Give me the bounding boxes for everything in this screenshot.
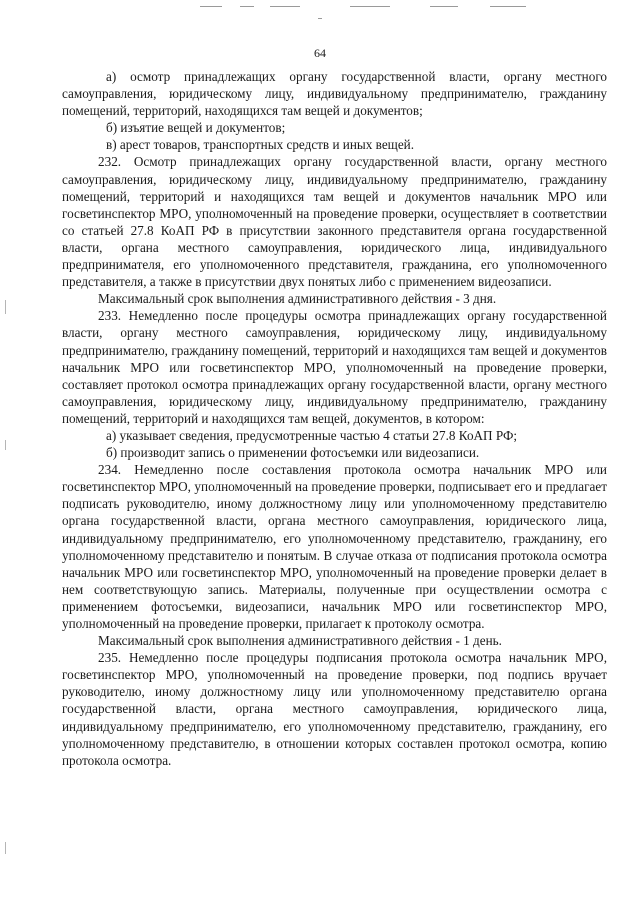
paragraph: Максимальный срок выполнения административного действия - 3 дня. [98, 291, 497, 307]
scan-artifact-dot [318, 18, 322, 19]
paragraph: 234. Немедленно после составления протокола осмотра начальник МРО или госветинспектор МРО, уполномоченный на проведение проверки, подписывает его и предлагает подписать руководителю, иному должностному лицу или уполномоченному представителю органа государственной власти, органа местного самоуправления, юридического лица, индивидуальному предпринимателю, его уполномоченному представителю, гражданину, его уполномоченному представителю и понятым. В случае отказа от подписания протокола осмотра начальник МРО или госветинспектор МРО, уполномоченный на проведение проверки делает в нем соответствующую запись. Материалы, полученные при осуществлении осмотра с применением фотосъемки, видеозаписи, начальник МРО или госветинспектор МРО, уполномоченный на проведение проверки, прилагает к протоколу осмотра. [62, 462, 607, 631]
paragraph: 232. Осмотр принадлежащих органу государственной власти, органу местного самоуправления, юридическому лицу, индивидуальному предпринимателю, гражданину помещений, территорий и находящихся там вещей и документов начальник МРО или госветинспектор МРО, уполномоченный на проведение проверки, осуществляет в соответствии со статьей 27.8 КоАП РФ в присутствии законного представителя органа государственной власти, органа местного самоуправления, юридического лица, индивидуального предпринимателя, его уполномоченного представителя, гражданина, его уполномоченного представителя, а также в присутствии двух понятых либо с применением видеозаписи. [62, 154, 607, 290]
paragraph: б) изъятие вещей и документов; [106, 120, 286, 136]
paragraph: 233. Немедленно после процедуры осмотра принадлежащих органу государственной власти, органу местного самоуправления, юридическому лицу, индивидуальному предпринимателю, гражданину помещений, территорий и находящихся там вещей и документов начальник МРО или госветинспектор МРО, уполномоченный на проведение проверки, составляет протокол осмотра принадлежащих органу государственной власти, органу местного самоуправления, юридическому лицу, индивидуальному предпринимателю, гражданину помещений, территорий и находящихся там вещей, документов, в котором: [62, 308, 607, 426]
paragraph: б) производит запись о применении фотосъемки или видеозаписи. [106, 445, 480, 461]
scan-artifact-left-margin [5, 842, 6, 854]
paragraph: Максимальный срок выполнения административного действия - 1 день. [98, 633, 502, 649]
paragraph: а) осмотр принадлежащих органу государственной власти, органу местного самоуправления, юридическому лицу, индивидуальному предпринимателю, гражданину помещений, территорий, находящихся там вещей и документов; [62, 69, 607, 119]
paragraph: в) арест товаров, транспортных средств и иных вещей. [106, 137, 415, 153]
scan-artifact-left-margin [5, 300, 6, 314]
paragraph: 235. Немедленно после процедуры подписания протокола осмотра начальник МРО, госветинспектор МРО, уполномоченный на проведение проверки, под подпись вручает руководителю, иному должностному лицу или уполномоченному представителю органа государственной власти, органа местного самоуправления, юридического лица, индивидуальному предпринимателю, его уполномоченному представителю, гражданину, его уполномоченному представителю, в отношении которых составлен протокол осмотра, копию протокола осмотра. [62, 650, 607, 768]
scan-artifact-top [200, 6, 530, 8]
scan-artifact-left-margin [5, 440, 6, 450]
page-number: 64 [314, 46, 326, 60]
document-text [62, 68, 607, 769]
paragraph: а) указывает сведения, предусмотренные частью 4 статьи 27.8 КоАП РФ; [106, 427, 518, 443]
